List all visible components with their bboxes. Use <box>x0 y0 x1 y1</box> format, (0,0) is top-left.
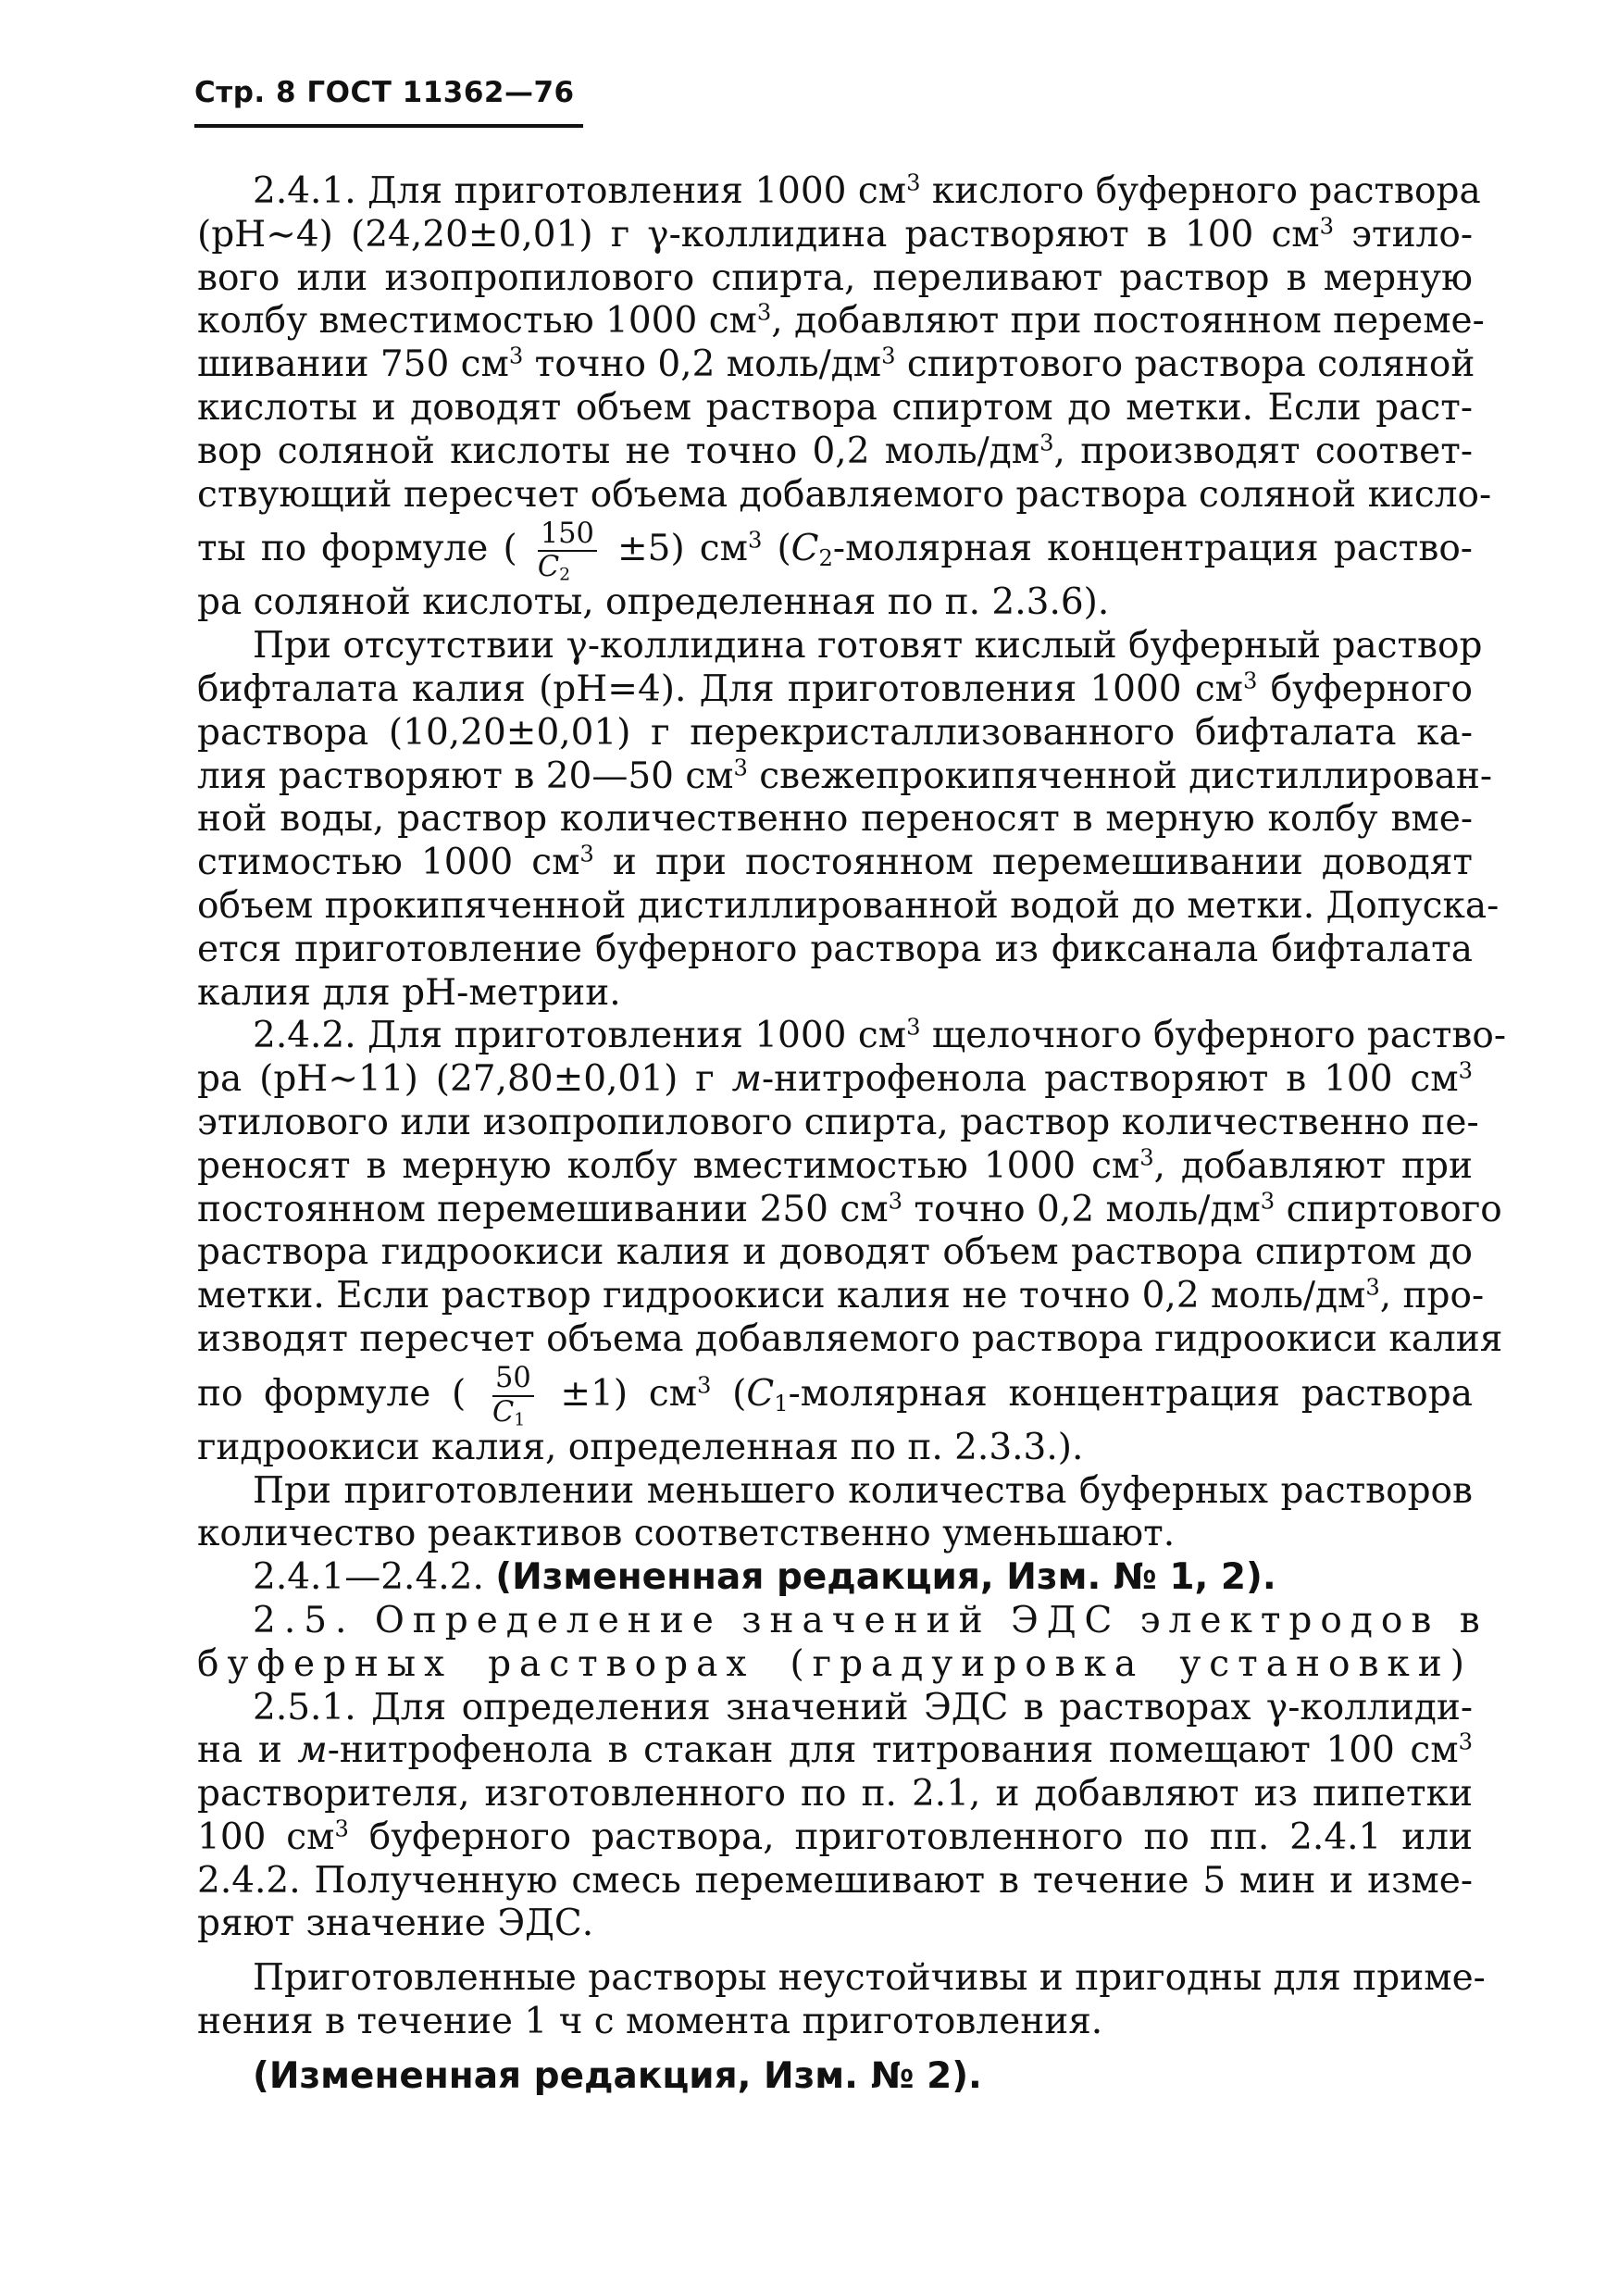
text-line: ется приготовление буферного раствора из фиксанала бифталата <box>197 928 1473 970</box>
paragraph-2-5-1 <box>197 1687 1473 1947</box>
text-line: метки. Если раствор гидроокиси калия не точно 0,2 моль/$дм^3$, про- <box>197 1274 1485 1317</box>
text-line: Приготовленные растворы неустойчивы и пригодны для приме- <box>253 1957 1486 2000</box>
text-line: раствора гидроокиси калия и доводят объем раствора спиртом до <box>197 1231 1473 1274</box>
text-line: ра соляной кислоты, определенная по п. 2.3.6). <box>197 581 1110 624</box>
text-line: 2.4.2. Для приготовления 1000 $см^3$ щелочного буферного раство- <box>253 1015 1507 1057</box>
text-line: объем прокипяченной дистиллированной водой до метки. Допуска- <box>197 884 1500 927</box>
text-line: 2.4.1. Для приготовления 1000 $см^3$ кислого буферного раствора <box>253 169 1481 212</box>
text-line: (pH∼4) (24,20±0,01) г γ-коллидина растворяют в 100 $см^3$ этило- <box>197 213 1473 256</box>
text-line: растворителя, изготовленного по п. 2.1, и добавляют из пипетки <box>197 1773 1473 1816</box>
heading-line: 2.5. Определение значений ЭДС электродов в <box>253 1599 1488 1641</box>
text-line: на и м-нитрофенола в стакан для титрования помещают 100 $см^3$ <box>197 1729 1473 1772</box>
fraction: $\frac{50}{C_1}$ <box>492 1365 534 1427</box>
text-line: колбу вместимостью 1000 $см^3$, добавляют при постоянном переме- <box>197 300 1485 343</box>
text-line: бифталата калия (pH=4). Для приготовления 1000 $см^3$ буферного <box>197 668 1473 710</box>
text-line: лия растворяют в 20—50 $см^3$ свежепрокипяченной дистиллирован- <box>197 755 1493 797</box>
amendment-note: (Измененная редакция, Изм. № 2). <box>253 2054 982 2097</box>
paragraph-stability <box>197 1957 1486 2044</box>
text-line: ряют значение ЭДС. <box>197 1903 594 1945</box>
paragraph-biftalat <box>197 625 1500 1015</box>
document-body <box>197 169 1507 2099</box>
formula-line: по формуле ( $\frac{50}{C_1}$ ±1) $см^3$ ($C_1$-молярная концентрация раствора <box>197 1362 1474 1430</box>
page-header: Стр. 8 ГОСТ 11362—76 <box>194 76 575 109</box>
text-line: гидроокиси калия, определенная по п. 2.3.3.). <box>197 1426 1084 1468</box>
text-line: вор соляной кислоты не точно 0,2 моль/$дм^3$, производят соответ- <box>197 430 1473 472</box>
text-line: стимостью 1000 $см^3$ и при постоянном перемешивании доводят <box>197 841 1474 884</box>
text-line: ной воды, раствор количественно переносят в мерную колбу вме- <box>197 798 1473 841</box>
paragraph-2-4-2 <box>197 1015 1507 1469</box>
text-line: 2.5.1. Для определения значений ЭДС в растворах γ-коллиди- <box>253 1686 1473 1728</box>
text-line: кислоты и доводят объем раствора спиртом до метки. Если раст- <box>197 386 1473 429</box>
text-line: вого или изопропилового спирта, переливают раствор в мерную <box>197 256 1473 299</box>
text-line: реносят в мерную колбу вместимостью 1000 $см^3$, добавляют при <box>197 1144 1474 1187</box>
text-line: ствующий пересчет объема добавляемого раствора соляной кисло- <box>197 473 1492 516</box>
text-line: калия для pH-метрии. <box>197 971 621 1014</box>
text-line: ра (pH∼11) (27,80±0,01) г м-нитрофенола растворяют в 100 $см^3$ <box>197 1057 1473 1101</box>
heading-line: буферных растворах (градуировка установки) <box>197 1642 1473 1685</box>
text-line: При приготовлении меньшего количества буферных растворов <box>253 1469 1473 1512</box>
paragraph-lesser-quantity <box>197 1470 1473 1557</box>
formula-line: ты по формуле ( $\frac{150}{C_2}$ ±5) $см^3$ ($C_2$-молярная концентрация раство- <box>197 517 1473 586</box>
text-line: нения в течение 1 ч с момента приготовления. <box>197 2001 1103 2043</box>
section-heading-2-5 <box>197 1599 1488 1687</box>
text-line: изводят пересчет объема добавляемого раствора гидроокиси калия <box>197 1317 1503 1360</box>
text-line: 2.4.2. Полученную смесь перемешивают в течение 5 мин и изме- <box>197 1859 1473 1902</box>
text-line: При отсутствии γ-коллидина готовят кислый буферный раствор <box>253 625 1483 668</box>
header-rule <box>194 124 583 128</box>
text-line: этилового или изопропилового спирта, раствор количественно пе- <box>197 1101 1479 1143</box>
text-line: 100 $см^3$ буферного раствора, приготовленного по пп. 2.4.1 или <box>197 1816 1473 1858</box>
fraction: $\frac{150}{C_2}$ <box>538 520 597 582</box>
text-line: раствора (10,20±0,01) г перекристаллизованного бифталата ка- <box>197 711 1473 754</box>
text-line: количество реактивов соответственно уменьшают. <box>197 1513 1176 1555</box>
paragraph-2-4-1 <box>197 169 1492 625</box>
text-line: шивании 750 $см^3$ точно 0,2 моль/$дм^3$ спиртового раствора соляной <box>197 343 1475 386</box>
text-line: постоянном перемешивании 250 $см^3$ точно 0,2 моль/$дм^3$ спиртового <box>197 1188 1502 1230</box>
amendment-note: 2.4.1—2.4.2. (Измененная редакция, Изм. № 1, 2). <box>253 1556 1276 1599</box>
